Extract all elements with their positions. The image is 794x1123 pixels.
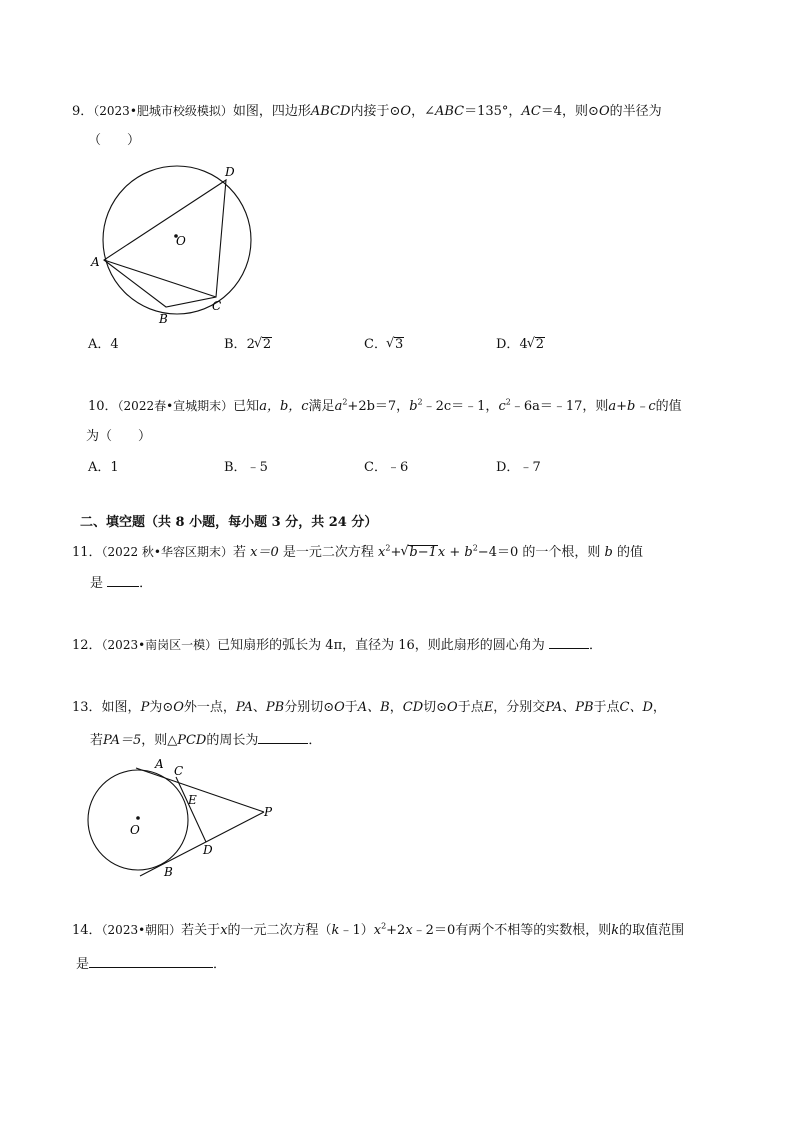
q10-option-c: C．﹣6 bbox=[364, 460, 409, 475]
q10-option-a: A．1 bbox=[88, 460, 119, 475]
q13-label-O: O bbox=[130, 823, 140, 837]
sqrt-symbol: √ 3 bbox=[387, 336, 404, 354]
q9-label-A: A bbox=[91, 255, 100, 269]
q13-figure bbox=[84, 755, 284, 885]
q14-source: （2023•朝阳） bbox=[101, 923, 182, 937]
q13-label-A: A bbox=[155, 757, 164, 771]
q9-quadrilateral bbox=[104, 180, 226, 307]
q9-option-a: A．4 bbox=[88, 337, 119, 352]
q13-tangent-pb bbox=[140, 812, 264, 876]
q13-label-B: B bbox=[164, 865, 173, 879]
q13-stem: 13．如图，P为⊙O外一点，PA、PB分别切⊙O于A、B，CD切⊙O于点E，分别交PA、PB于点C、D， bbox=[72, 700, 666, 715]
q13-center-dot bbox=[136, 816, 140, 820]
q12-answer-blank[interactable] bbox=[549, 636, 589, 649]
q10-number: 10． bbox=[88, 399, 118, 414]
q13-label-P: P bbox=[264, 805, 273, 819]
q9-stem: 9．（2023•肥城市校级模拟）如图，四边形ABCD内接于⊙O，∠ABC＝135°，AC＝4，则⊙O的半径为 bbox=[72, 104, 662, 119]
q9-figure bbox=[86, 160, 266, 330]
q11-source: （2022 秋•华容区期末） bbox=[101, 545, 233, 559]
q9-label-C: C bbox=[212, 299, 222, 313]
q10-option-d: D．﹣7 bbox=[496, 460, 541, 475]
q11-stem: 11．（2022 秋•华容区期末）若 x＝0 是一元二次方程 $x^2+√$ $b-1x + b^2-4=0$ 的一个根，则 b 的值 bbox=[72, 543, 643, 562]
q11-answer-blank[interactable] bbox=[107, 574, 139, 587]
q9-option-c: C．√ 3 bbox=[364, 336, 404, 354]
q13-label-D: D bbox=[203, 843, 213, 857]
q10-source: （2022春•宣城期末） bbox=[117, 399, 234, 413]
q12-source: （2023•南岗区一模） bbox=[101, 638, 218, 652]
q9-option-d: D．4√ 2 bbox=[496, 336, 545, 354]
q14-number: 14． bbox=[72, 923, 102, 938]
q13-number: 13． bbox=[72, 700, 102, 715]
q13-tangent-pa bbox=[136, 768, 264, 812]
q13-label-C: C bbox=[174, 764, 184, 778]
q13-label-E: E bbox=[188, 793, 197, 807]
q9-number: 9． bbox=[72, 104, 94, 119]
sqrt-symbol: √ 2 bbox=[255, 336, 272, 354]
q14-stem: 14．（2023•朝阳）若关于x的一元二次方程$(k﹣1)x^2+2x﹣2=0$有两个不相等的实数根，则k的取值范围 bbox=[72, 921, 685, 938]
q9-label-O: O bbox=[176, 234, 186, 248]
q12-number: 12． bbox=[72, 638, 102, 653]
q10-line2: 为（ ） bbox=[86, 429, 152, 444]
q9-answer-paren: （ ） bbox=[88, 133, 141, 148]
q10-stem: 10．（2022春•宣城期末）已知a，b，c满足$a^2+2b=7$，$b^2﹣2c=﹣1$，$c^2﹣6a=﹣17$，则a+b﹣c的值 bbox=[88, 397, 682, 414]
section-heading: 二、填空题（共 8 小题，每小题 3 分，共 24 分） bbox=[80, 515, 378, 530]
sqrt-symbol: √ 2 bbox=[528, 336, 545, 354]
q10-option-b: B．﹣5 bbox=[224, 460, 268, 475]
q11-line2: 是 ． bbox=[90, 576, 153, 591]
q9-option-b: B．2√ 2 bbox=[224, 336, 272, 354]
q14-line2: 是 ． bbox=[76, 957, 227, 972]
q11-number: 11． bbox=[72, 545, 102, 560]
sqrt-symbol: √ b−1 bbox=[401, 544, 438, 562]
q9-label-B: B bbox=[159, 312, 168, 326]
q9-label-D: D bbox=[225, 165, 235, 179]
q9-source: （2023•肥城市校级模拟） bbox=[93, 104, 233, 118]
q9-diagonal-ac bbox=[104, 260, 216, 297]
q12-stem: 12．（2023•南岗区一模）已知扇形的弧长为 4π，直径为 16，则此扇形的圆心角为 ． bbox=[72, 638, 602, 653]
q13-circle bbox=[88, 770, 188, 870]
q14-answer-blank[interactable] bbox=[89, 955, 213, 968]
q13-line2: 若PA＝5，则△PCD的周长为 ． bbox=[90, 733, 322, 748]
q13-answer-blank[interactable] bbox=[258, 731, 308, 744]
